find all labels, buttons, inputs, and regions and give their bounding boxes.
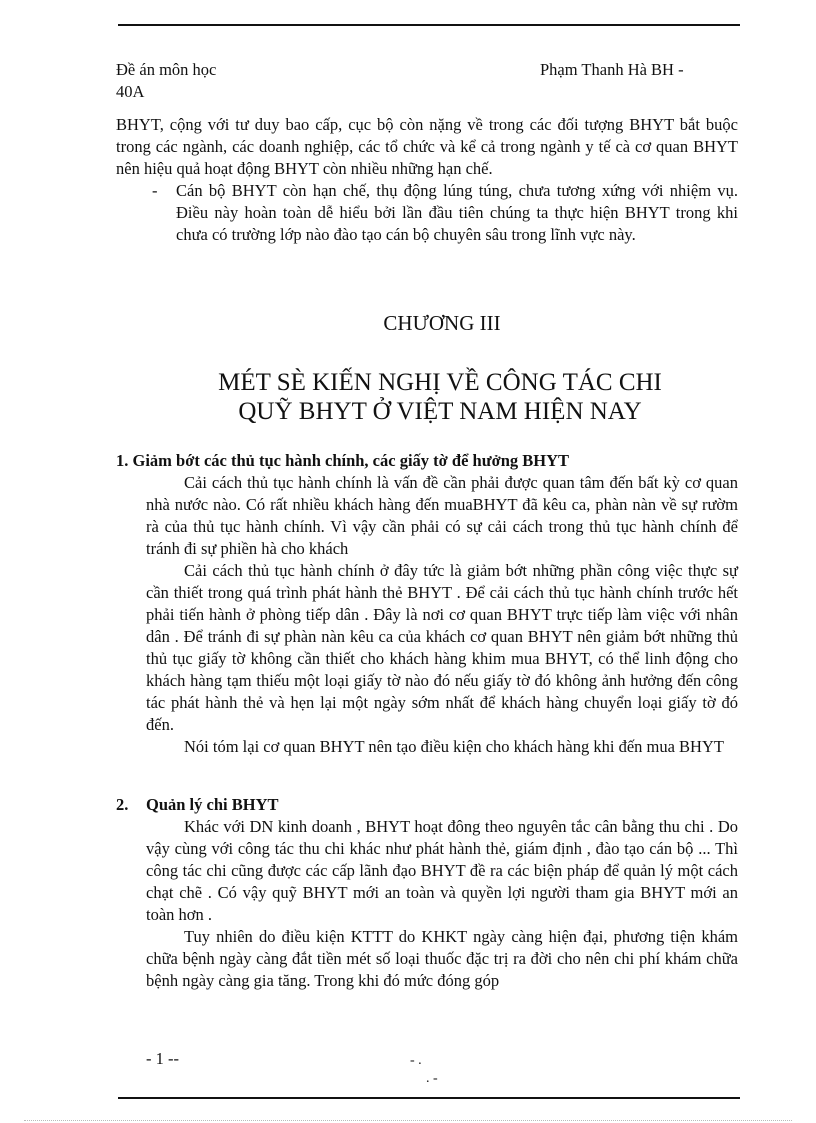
section1-paragraph: Cải cách thủ tục hành chính ở đây tức là giảm bớt những phần công việc thực sự cần thiết trong quá trình phát hành thẻ BHYT . Để cải cách thủ tục hành chính trước hết phải tiến hành ở phòng tiếp dân . Đây là nơi cơ quan BHYT trực tiếp làm việc với nhân dân . Để tránh đi sự phàn nàn kêu ca của khách cơ quan BHYT nên giảm bớt những thủ thủ tục giấy tờ không cần thiết cho khách hàng khim mua BHYT, có thể linh động cho khách hàng tạm thiếu một loại giấy tờ nào đó nếu giấy tờ đó không ảnh hưởng đến công tác phát hành thẻ và hẹn lại một ngày sớm nhất để khách hàng chuyển loại giấy tờ đó đến. bbox=[146, 561, 738, 734]
chapter-label: CHƯƠNG III bbox=[383, 311, 501, 335]
section2-title: Quản lý chi BHYT bbox=[146, 795, 279, 814]
bullet-marker: - bbox=[152, 181, 158, 200]
footer-mark: - . bbox=[410, 1053, 422, 1068]
intro-paragraph: BHYT, cộng với tư duy bao cấp, cục bộ còn nặng về trong các đối tượng BHYT bắt buộc trong các ngành, các doanh nghiệp, các tổ chức và kể cả trong ngành y tế cà cơ quan BHYT nên hiệu quả hoạt động BHYT còn nhiều những hạn chế. bbox=[116, 115, 738, 178]
header-left bbox=[116, 59, 216, 103]
chapter-title bbox=[120, 368, 760, 426]
page-number: - 1 -- bbox=[146, 1049, 179, 1068]
section1-heading: 1. Giảm bớt các thủ tục hành chính, các giấy tờ để hưởng BHYT bbox=[116, 451, 570, 470]
section2-heading bbox=[116, 794, 279, 816]
top-rule bbox=[118, 24, 740, 26]
footer-mark: . - bbox=[426, 1071, 438, 1086]
header-author: Phạm Thanh Hà BH - bbox=[540, 60, 684, 79]
section2-paragraph: Tuy nhiên do điều kiện KTTT do KHKT ngày càng hiện đại, phương tiện khám chữa bệnh ngày càng đắt tiền mét số loại thuốc đặc trị ra đời cho nên chi phí khám chữa bệnh ngày càng gia tăng. Trong khi đó mức đóng góp bbox=[146, 927, 738, 990]
section1-body bbox=[146, 472, 738, 758]
page-edge bbox=[24, 1120, 792, 1121]
header-course: Đề án môn học bbox=[116, 60, 217, 79]
section2-body bbox=[146, 816, 738, 992]
section1-paragraph: Cải cách thủ tục hành chính là vấn đề cần phải được quan tâm đến bất kỳ cơ quan nhà nước nào. Có rất nhiều khách hàng đến muaBHYT đã kêu ca, phàn nàn về sự rườm rà của thủ tục hành chính. Vì vậy cần phải có sự cải cách trong thủ tục hành chính để tránh đi sự phiền hà cho khách bbox=[146, 473, 738, 558]
bullet-text: Cán bộ BHYT còn hạn chế, thụ động lúng túng, chưa tương xứng với nhiệm vụ. Điều này hoàn toàn dễ hiểu bởi lần đầu tiên chúng ta thực hiện BHYT trong khi chưa có trường lớp nào đào tạo cán bộ chuyên sâu trong lĩnh vực này. bbox=[176, 181, 738, 244]
bullet-item bbox=[152, 180, 738, 246]
bottom-rule bbox=[118, 1097, 740, 1099]
section2-number: 2. bbox=[116, 795, 129, 814]
section2-paragraph: Khác với DN kinh doanh , BHYT hoạt đông theo nguyên tắc cân bằng thu chi . Do vậy cùng với công tác thu chi khác như phát hành thẻ, giám định , đào tạo cán bộ ... Thì công tác chi cũng được các cấp lãnh đạo BHYT đề ra các biện pháp để quản lý một cách chạt chẽ . Có vậy quỹ BHYT mới an toàn và quyền lợi người tham gia BHYT mới an toàn hơn . bbox=[146, 817, 738, 924]
chapter-title-line2: QUỸ BHYT Ở VIỆT NAM HIỆN NAY bbox=[238, 398, 642, 425]
header-class: 40A bbox=[116, 82, 145, 101]
chapter-title-line1: MÉT SÈ KIẾN NGHỊ VỀ CÔNG TÁC CHI bbox=[218, 369, 662, 396]
section1-paragraph: Nói tóm lại cơ quan BHYT nên tạo điều kiện cho khách hàng khi đến mua BHYT bbox=[184, 737, 724, 756]
